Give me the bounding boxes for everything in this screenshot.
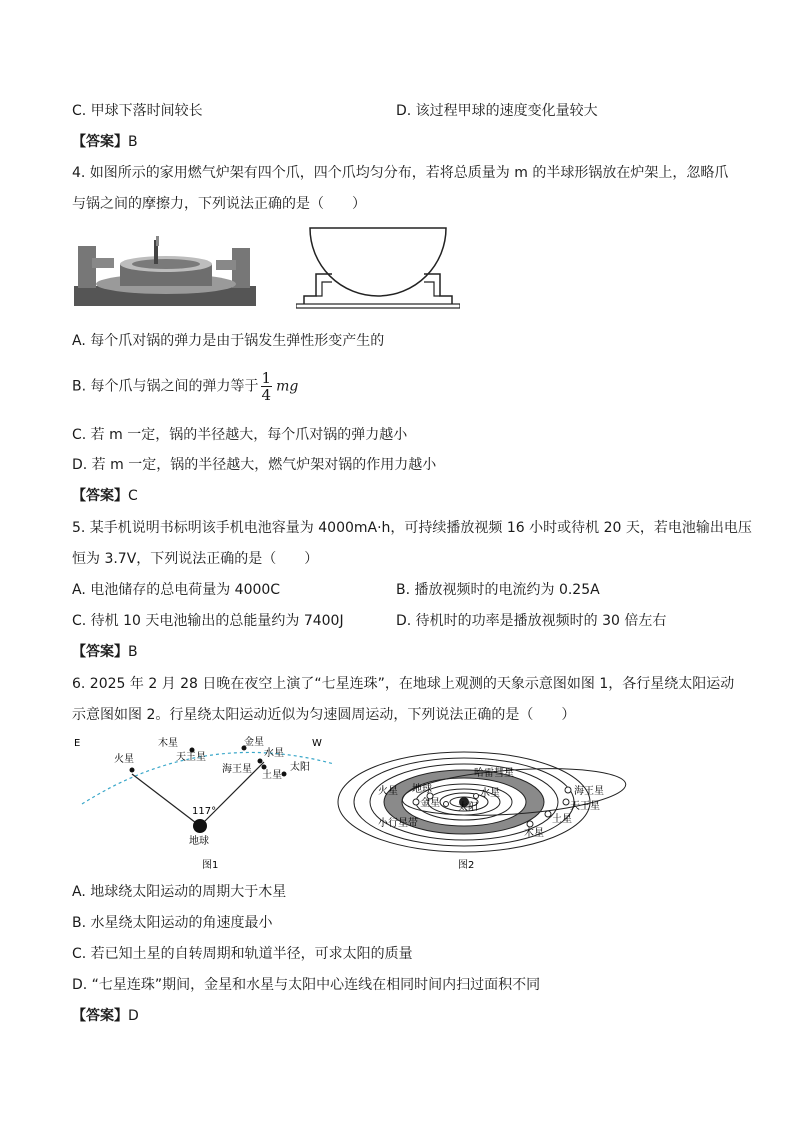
earth-dot	[193, 819, 207, 833]
q6-option-c: C. 若已知土星的自转周期和轨道半径，可求太阳的质量	[72, 946, 413, 962]
label-angle: 117°	[192, 806, 217, 817]
label-sun: 太阳	[290, 762, 310, 773]
label-mars: 火星	[114, 754, 134, 765]
q5-option-c: C. 待机 10 天电池输出的总能量约为 7400J	[72, 613, 344, 629]
mars-dot	[413, 799, 419, 805]
label-asteroid-belt: 小行星带	[378, 818, 418, 829]
label-venus: 金星	[420, 798, 440, 809]
q4-option-b	[72, 370, 298, 403]
label-venus: 金星	[244, 737, 264, 748]
label-uranus: 天王星	[570, 801, 600, 812]
q6-option-d: D. “七星连珠”期间，金星和水星与太阳中心连线在相同时间内扫过面积不同	[72, 977, 541, 993]
hemisphere-pot	[310, 228, 446, 296]
q5-answer	[72, 642, 138, 662]
mercury-dot	[474, 794, 479, 799]
q4-option-a: A. 每个爪对锅的弹力是由于锅发生弹性形变产生的	[72, 333, 385, 349]
answer-label: 【答案】	[72, 134, 128, 150]
answer-label: 【答案】	[72, 644, 128, 660]
option-b-mg: mg	[276, 378, 299, 395]
figure-2-solar-system	[334, 744, 634, 876]
answer-value: B	[128, 134, 138, 150]
claw-right	[424, 274, 452, 306]
fraction-denominator: 4	[261, 386, 272, 404]
stove-plate	[296, 304, 460, 308]
label-jupiter: 木星	[524, 828, 544, 839]
fraction-numerator: 1	[261, 369, 272, 387]
q4-stem-line2: 与锅之间的摩擦力，下列说法正确的是（ ）	[72, 196, 366, 212]
q5-stem-line2: 恒为 3.7V，下列说法正确的是（ ）	[72, 551, 319, 567]
option-b-text: B. 每个爪与锅之间的弹力等于	[72, 378, 259, 395]
q4-option-d: D. 若 m 一定，锅的半径越大，燃气炉架对锅的作用力越小	[72, 457, 437, 473]
q6-option-a: A. 地球绕太阳运动的周期大于木星	[72, 884, 287, 900]
mercury-dot	[258, 759, 263, 764]
label-sun: 太阳	[458, 802, 478, 813]
q3-option-c: C. 甲球下落时间较长	[72, 103, 203, 119]
label-mercury: 水星	[480, 788, 500, 799]
q4-option-c: C. 若 m 一定，锅的半径越大，每个爪对锅的弹力越小	[72, 427, 408, 443]
label-west: W	[312, 738, 322, 749]
saturn-dot	[545, 811, 551, 817]
stove-photo	[74, 236, 260, 310]
answer-value: D	[128, 1008, 139, 1024]
jupiter-dot	[527, 821, 533, 827]
q5-option-b: B. 播放视频时的电流约为 0.25A	[396, 582, 600, 598]
claw-left	[304, 274, 332, 306]
sun-dot	[282, 772, 287, 777]
q6-stem-line2: 示意图如图 2。行星绕太阳运动近似为匀速圆周运动，下列说法正确的是（ ）	[72, 707, 576, 723]
answer-label: 【答案】	[72, 1008, 128, 1024]
q4-answer	[72, 486, 138, 506]
label-earth: 地球	[412, 784, 432, 795]
label-neptune: 海王星	[574, 786, 604, 797]
q4-stem-line1: 4. 如图所示的家用燃气炉架有四个爪，四个爪均匀分布，若将总质量为 m 的半球形锅放在炉架上，忽略爪	[72, 165, 729, 181]
neptune-dot	[565, 787, 571, 793]
label-jupiter: 木星	[158, 738, 178, 749]
label-earth: 地球	[189, 836, 209, 847]
label-saturn: 土星	[552, 814, 572, 825]
q6-option-b: B. 水星绕太阳运动的角速度最小	[72, 915, 273, 931]
answer-label: 【答案】	[72, 488, 128, 504]
uranus-dot	[563, 799, 569, 805]
q6-answer	[72, 1006, 139, 1026]
figure-2-caption: 图2	[458, 860, 475, 871]
answer-value: C	[128, 488, 138, 504]
label-uranus: 天王星	[176, 752, 206, 763]
q5-option-d: D. 待机时的功率是播放视频时的 30 倍左右	[396, 613, 667, 629]
answer-value: B	[128, 644, 138, 660]
q6-stem-line1: 6. 2025 年 2 月 28 日晚在夜空上演了“七星连珠”，在地球上观测的天象示意图如图 1，各行星绕太阳运动	[72, 676, 735, 692]
q5-stem-line1: 5. 某手机说明书标明该手机电池容量为 4000mA·h，可持续播放视频 16 小时或待机 20 天，若电池输出电压	[72, 520, 752, 536]
label-neptune: 海王星	[222, 764, 252, 775]
sight-line-left	[132, 774, 200, 826]
q5-option-a: A. 电池储存的总电荷量为 4000C	[72, 582, 281, 598]
label-comet: 哈雷彗星	[474, 768, 514, 779]
mars-dot	[130, 768, 135, 773]
venus-dot	[444, 802, 449, 807]
figure-1-sky-view	[72, 734, 340, 874]
label-saturn: 土星	[262, 770, 282, 781]
q3-answer	[72, 132, 138, 152]
fraction	[261, 370, 273, 403]
label-mercury: 水星	[264, 748, 284, 759]
pot-on-stove-diagram	[296, 226, 460, 310]
label-mars: 火星	[378, 786, 398, 797]
q3-option-d: D. 该过程甲球的速度变化量较大	[396, 103, 598, 119]
label-east: E	[74, 738, 81, 749]
saturn-dot	[262, 765, 267, 770]
figure-1-caption: 图1	[202, 860, 219, 871]
